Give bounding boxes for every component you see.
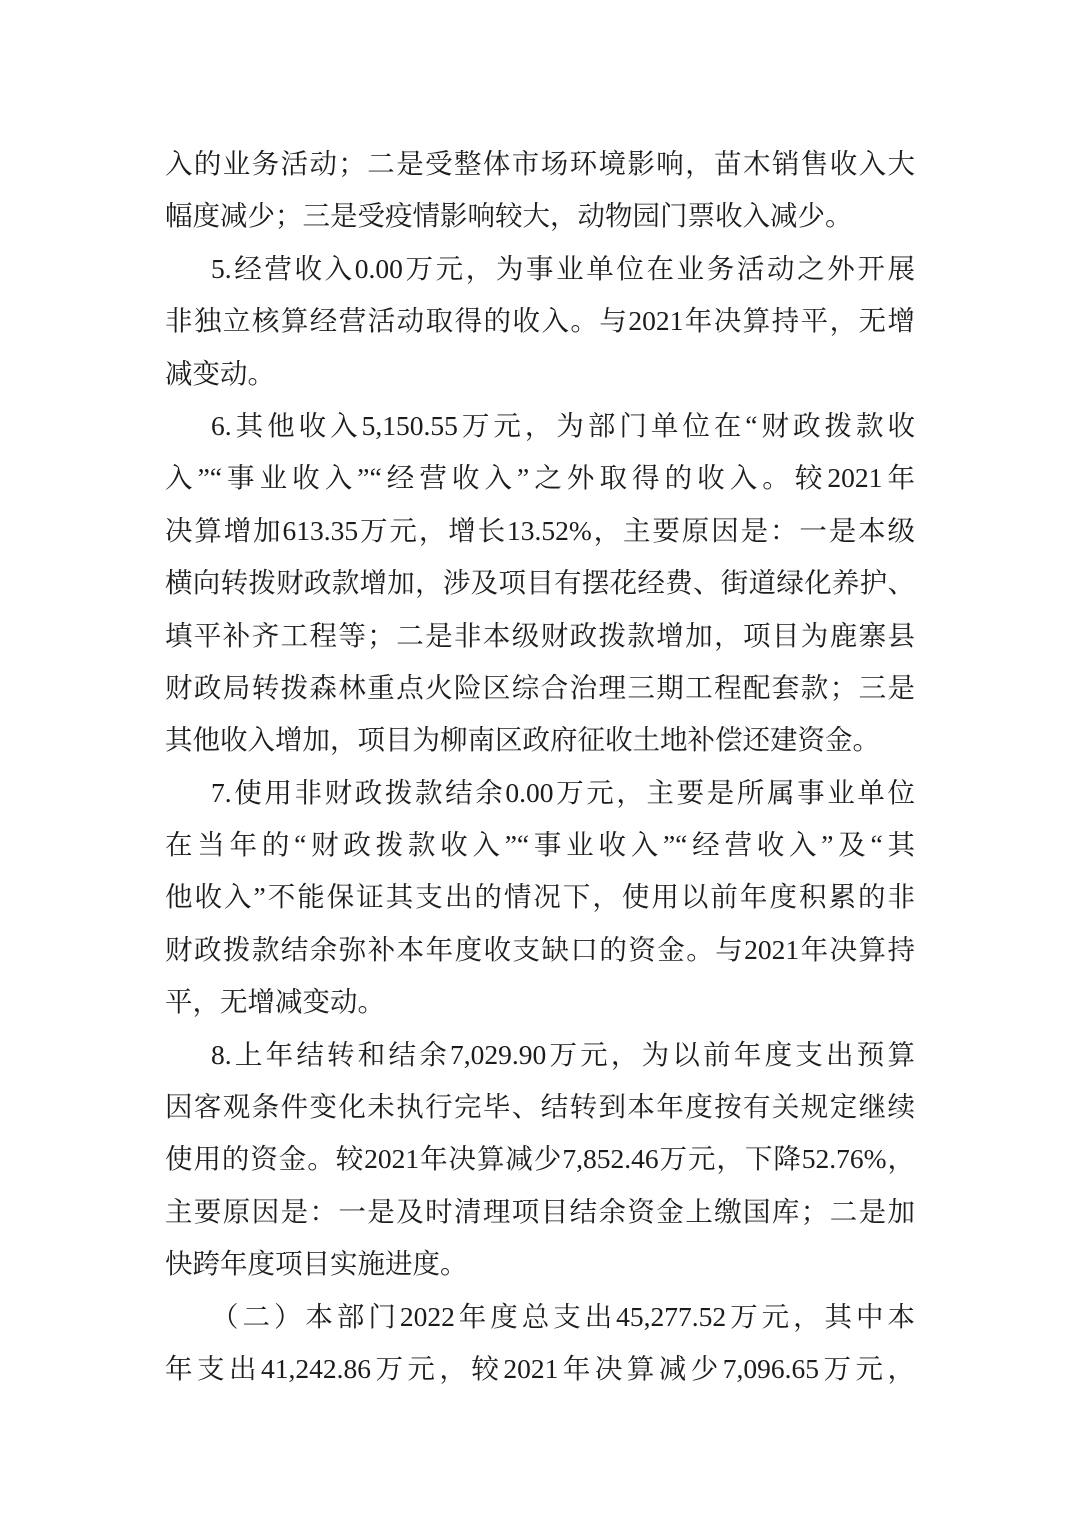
paragraph-item6-other-income [165,400,915,767]
text-line: 他收入”不能保证其支出的情况下，使用以前年度积累的非 [165,881,915,913]
text-line: 入”“事业收入”“经营收入”之外取得的收入。较2021年 [165,462,915,494]
text-line: 平，无增减变动。 [165,986,385,1018]
text-line: 快跨年度项目实施进度。 [165,1248,468,1280]
text-line: 非独立核算经营活动取得的收入。与2021年决算持平，无增 [165,305,915,337]
text-line: 幅度减少；三是受疫情影响较大，动物园门票收入减少。 [165,200,853,232]
document-text-block [165,138,915,1395]
text-line: 减变动。 [165,357,275,389]
paragraph-item7-non-fiscal-balance [165,767,915,1029]
text-line: （二）本部门2022年度总支出45,277.52万元，其中本 [211,1300,915,1332]
text-line: 6.其他收入5,150.55万元，为部门单位在“财政拨款收 [211,409,915,441]
text-line: 财政局转拨森林重点火险区综合治理三期工程配套款；三是 [165,671,915,703]
paragraph-item8-carryover [165,1029,915,1291]
paragraph-section2-total-expenditure [165,1291,915,1396]
text-line: 在当年的“财政拨款收入”“事业收入”“经营收入”及“其 [165,829,915,861]
text-line: 财政拨款结余弥补本年度收支缺口的资金。与2021年决算持 [165,933,915,965]
text-line: 横向转拨财政款增加，涉及项目有摆花经费、街道绿化养护、 [165,567,915,599]
text-line: 7.使用非财政拨款结余0.00万元，主要是所属事业单位 [211,776,915,808]
text-line: 8.上年结转和结余7,029.90万元，为以前年度支出预算 [211,1038,915,1070]
text-line: 5.经营收入0.00万元，为事业单位在业务活动之外开展 [211,252,915,284]
text-line: 年支出41,242.86万元，较2021年决算减少7,096.65万元， [165,1352,915,1384]
paragraph-continued-item4 [165,138,915,243]
text-line: 决算增加613.35万元，增长13.52%，主要原因是：一是本级 [165,514,915,546]
text-line: 入的业务活动；二是受整体市场环境影响，苗木销售收入大 [165,148,915,179]
text-line: 因客观条件变化未执行完毕、结转到本年度按有关规定继续 [165,1091,915,1123]
text-line: 填平补齐工程等；二是非本级财政拨款增加，项目为鹿寨县 [165,619,915,651]
text-line: 其他收入增加，项目为柳南区政府征收土地补偿还建资金。 [165,724,880,756]
paragraph-item5-operating-income [165,243,915,400]
text-line: 使用的资金。较2021年决算减少7,852.46万元，下降52.76%， [165,1143,915,1175]
text-line: 主要原因是：一是及时清理项目结余资金上缴国库；二是加 [165,1195,915,1227]
